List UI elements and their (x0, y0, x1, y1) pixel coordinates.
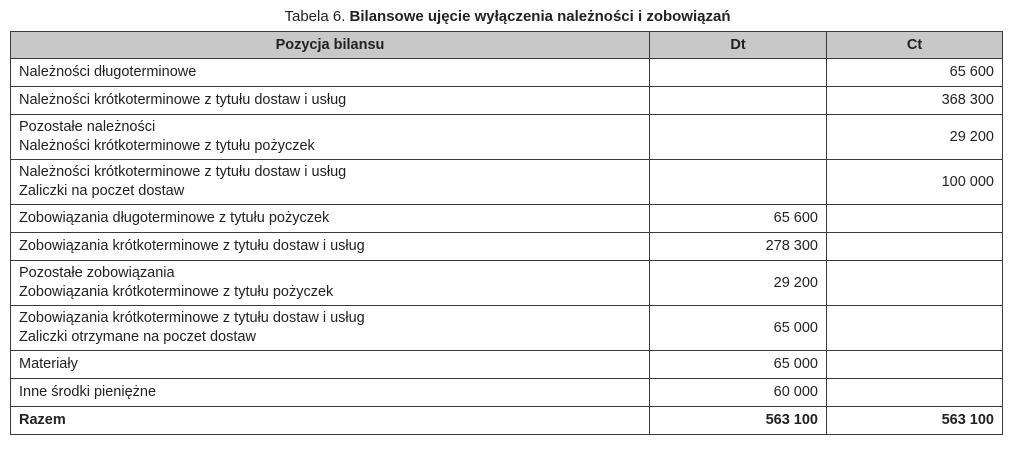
row-dt-value (650, 160, 827, 205)
table-row (11, 261, 1003, 306)
table-row (11, 306, 1003, 351)
table-row (11, 379, 1003, 407)
row-label (11, 115, 650, 160)
table-row (11, 59, 1003, 87)
row-dt-value (650, 87, 827, 115)
row-ct-value (827, 233, 1003, 261)
row-ct-value: 100 000 (827, 160, 1003, 205)
row-label (11, 351, 650, 379)
caption-prefix: Tabela 6. (284, 8, 350, 25)
row-ct-value: 65 600 (827, 59, 1003, 87)
header-row (11, 32, 1003, 59)
row-label (11, 205, 650, 233)
row-label-line: Należności długoterminowe (19, 64, 197, 80)
header-position: Pozycja bilansu (11, 32, 650, 59)
row-dt-value: 65 600 (650, 205, 827, 233)
row-label (11, 87, 650, 115)
total-ct-value: 563 100 (827, 407, 1003, 435)
row-label-line: Zaliczki otrzymane na poczet dostaw (19, 329, 256, 345)
row-label-line: Zaliczki na poczet dostaw (19, 183, 185, 199)
caption-title: Bilansowe ujęcie wyłączenia należności i zobowiązań (349, 8, 731, 25)
row-dt-value: 29 200 (650, 261, 827, 306)
balance-table (10, 31, 1003, 435)
total-row (11, 407, 1003, 435)
row-dt-value: 65 000 (650, 306, 827, 351)
row-label-line: Inne środki pieniężne (19, 384, 157, 400)
row-label (11, 233, 650, 261)
row-ct-value (827, 261, 1003, 306)
row-label (11, 306, 650, 351)
row-ct-value (827, 306, 1003, 351)
row-ct-value (827, 205, 1003, 233)
header-dt: Dt (650, 32, 827, 59)
row-ct-value (827, 379, 1003, 407)
table-row (11, 205, 1003, 233)
row-label-line: Należności krótkoterminowe z tytułu dostaw i usług (19, 92, 347, 108)
header-ct: Ct (827, 32, 1003, 59)
table-row (11, 351, 1003, 379)
row-label (11, 160, 650, 205)
row-label (11, 379, 650, 407)
row-dt-value (650, 115, 827, 160)
total-dt-value: 563 100 (650, 407, 827, 435)
row-label-line: Należności krótkoterminowe z tytułu pożyczek (19, 138, 315, 154)
table-row (11, 115, 1003, 160)
row-label-line: Materiały (19, 356, 78, 372)
row-dt-value: 65 000 (650, 351, 827, 379)
table-row (11, 160, 1003, 205)
total-label: Razem (11, 407, 650, 435)
row-label-line: Należności krótkoterminowe z tytułu dostaw i usług (19, 164, 347, 180)
row-label-line: Pozostałe zobowiązania (19, 265, 175, 281)
row-label-line: Pozostałe należności (19, 119, 156, 135)
row-ct-value: 29 200 (827, 115, 1003, 160)
row-ct-value (827, 351, 1003, 379)
row-ct-value: 368 300 (827, 87, 1003, 115)
row-label (11, 59, 650, 87)
table-row (11, 87, 1003, 115)
row-label-line: Zobowiązania krótkoterminowe z tytułu dostaw i usług (19, 238, 365, 254)
table-row (11, 233, 1003, 261)
row-label-line: Zobowiązania długoterminowe z tytułu pożyczek (19, 210, 330, 226)
row-dt-value: 60 000 (650, 379, 827, 407)
row-dt-value (650, 59, 827, 87)
row-dt-value: 278 300 (650, 233, 827, 261)
row-label-line: Zobowiązania krótkoterminowe z tytułu pożyczek (19, 284, 334, 300)
table-caption (0, 7, 1015, 27)
row-label-line: Zobowiązania krótkoterminowe z tytułu dostaw i usług (19, 310, 365, 326)
row-label (11, 261, 650, 306)
